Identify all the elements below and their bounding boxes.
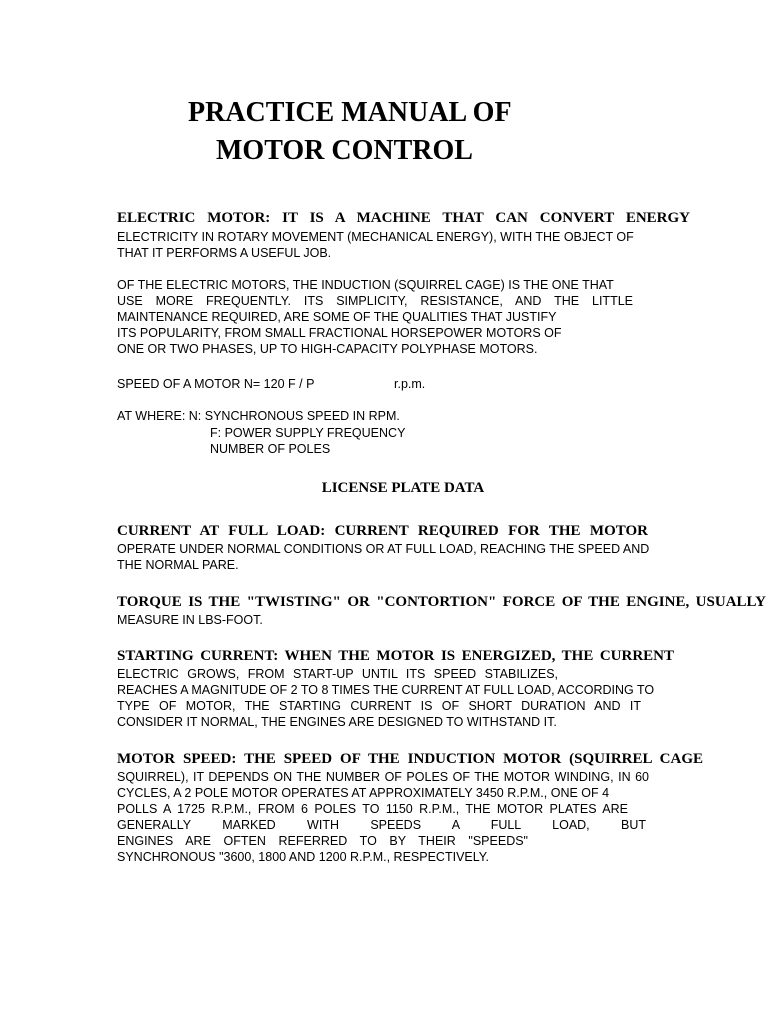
body-line: ENGINES ARE OFTEN REFERRED TO BY THEIR "SPEEDS" bbox=[117, 834, 528, 848]
formula-definition: F: POWER SUPPLY FREQUENCY bbox=[210, 426, 406, 440]
body-line: CYCLES, A 2 POLE MOTOR OPERATES AT APPROXIMATELY 3450 R.P.M., ONE OF 4 bbox=[117, 786, 610, 800]
body-line: OPERATE UNDER NORMAL CONDITIONS OR AT FULL LOAD, REACHING THE SPEED AND bbox=[117, 542, 650, 556]
body-line: USE MORE FREQUENTLY. ITS SIMPLICITY, RESISTANCE, AND THE LITTLE bbox=[117, 294, 633, 308]
speed-formula: SPEED OF A MOTOR N= 120 F / P bbox=[117, 377, 315, 391]
body-line: OF THE ELECTRIC MOTORS, THE INDUCTION (SQUIRREL CAGE) IS THE ONE THAT bbox=[117, 278, 614, 292]
body-line: THE NORMAL PARE. bbox=[117, 558, 239, 572]
body-line: CONSIDER IT NORMAL, THE ENGINES ARE DESIGNED TO WITHSTAND IT. bbox=[117, 715, 557, 729]
body-line: SQUIRREL), IT DEPENDS ON THE NUMBER OF POLES OF THE MOTOR WINDING, IN 60 bbox=[117, 770, 649, 784]
body-line: MAINTENANCE REQUIRED, ARE SOME OF THE QUALITIES THAT JUSTIFY bbox=[117, 310, 557, 324]
body-line: REACHES A MAGNITUDE OF 2 TO 8 TIMES THE CURRENT AT FULL LOAD, ACCORDING TO bbox=[117, 683, 655, 697]
formula-definition: AT WHERE: N: SYNCHRONOUS SPEED IN RPM. bbox=[117, 409, 400, 423]
motor-speed-heading: MOTOR SPEED: THE SPEED OF THE INDUCTION MOTOR (SQUIRREL CAGE bbox=[117, 751, 703, 767]
electric-motor-heading: ELECTRIC MOTOR: IT IS A MACHINE THAT CAN CONVERT ENERGY bbox=[117, 210, 690, 226]
body-line: GENERALLY MARKED WITH SPEEDS A FULL LOAD, BUT bbox=[117, 818, 646, 832]
formula-definition: NUMBER OF POLES bbox=[210, 442, 331, 456]
body-line: TYPE OF MOTOR, THE STARTING CURRENT IS OF SHORT DURATION AND IT bbox=[117, 699, 641, 713]
body-line: ITS POPULARITY, FROM SMALL FRACTIONAL HORSEPOWER MOTORS OF bbox=[117, 326, 562, 340]
speed-formula-unit: r.p.m. bbox=[394, 377, 426, 391]
body-line: POLLS A 1725 R.P.M., FROM 6 POLES TO 1150 R.P.M., THE MOTOR PLATES ARE bbox=[117, 802, 628, 816]
torque-heading: TORQUE IS THE "TWISTING" OR "CONTORTION" FORCE OF THE ENGINE, USUALLY bbox=[117, 594, 766, 610]
license-plate-data-heading: LICENSE PLATE DATA bbox=[321, 480, 485, 496]
body-line: THAT IT PERFORMS A USEFUL JOB. bbox=[117, 246, 332, 260]
body-line: SYNCHRONOUS "3600, 1800 AND 1200 R.P.M., RESPECTIVELY. bbox=[117, 850, 489, 864]
starting-current-heading: STARTING CURRENT: WHEN THE MOTOR IS ENERGIZED, THE CURRENT bbox=[117, 648, 674, 664]
body-line: ELECTRICITY IN ROTARY MOVEMENT (MECHANICAL ENERGY), WITH THE OBJECT OF bbox=[117, 230, 634, 244]
full-load-heading: CURRENT AT FULL LOAD: CURRENT REQUIRED FOR THE MOTOR bbox=[117, 523, 648, 539]
document-title-line-2: MOTOR CONTROL bbox=[216, 135, 473, 166]
body-line: ONE OR TWO PHASES, UP TO HIGH-CAPACITY POLYPHASE MOTORS. bbox=[117, 342, 538, 356]
body-line: ELECTRIC GROWS, FROM START-UP UNTIL ITS SPEED STABILIZES, bbox=[117, 667, 558, 681]
document-title-line-1: PRACTICE MANUAL OF bbox=[188, 97, 512, 128]
body-line: MEASURE IN LBS-FOOT. bbox=[117, 613, 263, 627]
